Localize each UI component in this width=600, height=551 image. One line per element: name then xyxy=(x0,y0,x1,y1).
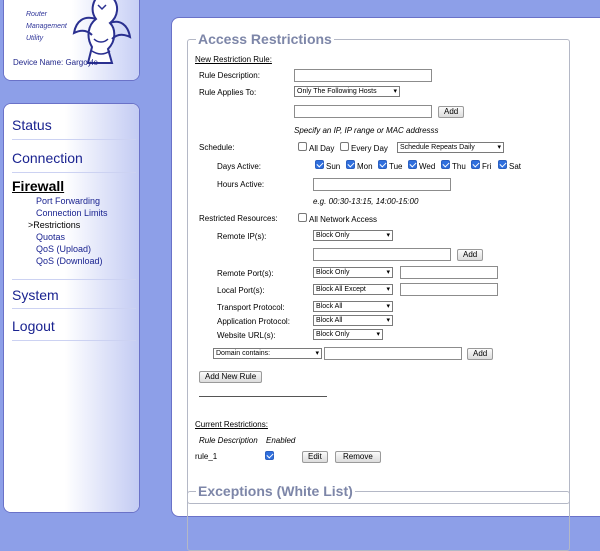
applies-to-label: Rule Applies To: xyxy=(199,88,257,97)
nav-sub-qos-upload[interactable]: QoS (Upload) xyxy=(36,244,92,254)
application-select[interactable] xyxy=(313,315,393,326)
day-label: Wed xyxy=(419,162,436,171)
nav-item-status[interactable]: Status xyxy=(12,110,136,140)
rule-enabled-checkbox[interactable] xyxy=(265,451,274,460)
application-value: Block All xyxy=(316,317,343,324)
day-checkbox-thu[interactable] xyxy=(441,160,450,169)
nav-sub-qos-download[interactable]: QoS (Download) xyxy=(36,256,103,266)
domain-match-value: Domain contains: xyxy=(216,350,271,357)
day-label: Mon xyxy=(357,162,373,171)
all-day-checkbox[interactable] xyxy=(298,142,307,151)
nav-sub-restrictions[interactable] xyxy=(28,220,80,230)
add-host-button[interactable]: Add xyxy=(438,106,464,118)
day-label: Thu xyxy=(452,162,466,171)
remote-ports-input[interactable] xyxy=(400,266,498,279)
nav-item-logout[interactable]: Logout xyxy=(12,311,136,341)
website-label: Website URL(s): xyxy=(217,331,276,340)
remote-ips-value: Block Only xyxy=(316,232,350,239)
local-ports-input[interactable] xyxy=(400,283,498,296)
chevron-down-icon: ▾ xyxy=(386,317,390,324)
day-label: Fri xyxy=(482,162,492,171)
remove-rule-button[interactable]: Remove xyxy=(335,451,381,463)
main-panel xyxy=(171,17,600,517)
remote-ips-select[interactable] xyxy=(313,230,393,241)
chevron-down-icon: ▾ xyxy=(386,232,390,239)
local-ports-value: Block All Except xyxy=(316,286,366,293)
logo-subtitle-line: Router xyxy=(26,11,48,18)
application-label: Application Protocol: xyxy=(217,317,290,326)
chevron-down-icon: ▾ xyxy=(393,88,397,95)
exceptions-section xyxy=(187,483,570,551)
remote-ports-select[interactable] xyxy=(313,267,393,278)
day-checkbox-sun[interactable] xyxy=(315,160,324,169)
divider xyxy=(199,396,327,397)
schedule-repeat-select[interactable] xyxy=(397,142,504,153)
chevron-down-icon: ▾ xyxy=(497,144,501,151)
day-label: Tue xyxy=(389,162,403,171)
chevron-down-icon: ▾ xyxy=(386,303,390,310)
every-day-checkbox[interactable] xyxy=(340,142,349,151)
add-remote-ip-button[interactable]: Add xyxy=(457,249,483,261)
schedule-label: Schedule: xyxy=(199,143,235,152)
website-value: Block Only xyxy=(316,331,350,338)
website-select[interactable] xyxy=(313,329,383,340)
nav-sub-connection-limits[interactable]: Connection Limits xyxy=(36,208,108,218)
every-day-label: Every Day xyxy=(351,144,388,153)
restricted-resources-label: Restricted Resources: xyxy=(199,214,278,223)
applies-to-select[interactable] xyxy=(294,86,400,97)
add-domain-button[interactable]: Add xyxy=(467,348,493,360)
nav-item-connection[interactable]: Connection xyxy=(12,143,136,173)
transport-value: Block All xyxy=(316,303,343,310)
rule-description-label: Rule Description: xyxy=(199,71,260,80)
host-input[interactable] xyxy=(294,105,432,118)
domain-match-select[interactable] xyxy=(213,348,322,359)
rule-description-cell: rule_1 xyxy=(195,452,218,461)
remote-ips-input[interactable] xyxy=(313,248,451,261)
day-checkbox-wed[interactable] xyxy=(408,160,417,169)
edit-rule-button[interactable]: Edit xyxy=(302,451,328,463)
section-legend: Access Restrictions xyxy=(198,31,332,47)
sidebar-nav xyxy=(3,103,140,513)
remote-ips-label: Remote IP(s): xyxy=(217,232,267,241)
host-hint: Specify an IP, IP range or MAC addresss xyxy=(294,126,439,135)
chevron-down-icon: ▾ xyxy=(376,331,380,338)
remote-ports-value: Block Only xyxy=(316,269,350,276)
hours-hint: e.g. 00:30-13:15, 14:00-15:00 xyxy=(313,197,419,206)
logo-subtitle-line: Management xyxy=(26,23,67,30)
schedule-repeat-value: Schedule Repeats Daily xyxy=(400,144,475,151)
nav-sub-quotas[interactable]: Quotas xyxy=(36,232,66,242)
nav-sub-label: Restrictions xyxy=(33,220,81,230)
all-day-label: All Day xyxy=(309,144,335,153)
chevron-down-icon: ▾ xyxy=(315,350,319,357)
domain-input[interactable] xyxy=(324,347,462,360)
applies-to-value: Only The Following Hosts xyxy=(297,88,377,95)
column-header-description: Rule Description xyxy=(199,436,258,445)
logo-panel xyxy=(3,0,140,81)
hours-active-input[interactable] xyxy=(313,178,451,191)
current-restrictions-heading: Current Restrictions: xyxy=(195,420,268,429)
device-name: Device Name: Gargoyle xyxy=(13,58,98,67)
chevron-down-icon: ▾ xyxy=(386,286,390,293)
day-checkbox-mon[interactable] xyxy=(346,160,355,169)
day-checkbox-sat[interactable] xyxy=(498,160,507,169)
new-rule-heading: New Restriction Rule: xyxy=(195,55,272,64)
chevron-down-icon: ▾ xyxy=(386,269,390,276)
logo-subtitle-line: Utility xyxy=(26,35,44,42)
day-label: Sun xyxy=(326,162,341,171)
section-legend: Exceptions (White List) xyxy=(198,483,353,499)
day-label: Sat xyxy=(509,162,522,171)
days-active-label: Days Active: xyxy=(217,162,262,171)
transport-label: Transport Protocol: xyxy=(217,303,285,312)
current-page-marker: > xyxy=(28,220,34,230)
access-restrictions-section xyxy=(187,31,570,504)
column-header-enabled: Enabled xyxy=(266,436,296,445)
day-checkbox-fri[interactable] xyxy=(471,160,480,169)
all-network-access-label: All Network Access xyxy=(309,215,378,224)
remote-ports-label: Remote Port(s): xyxy=(217,269,274,278)
local-ports-select[interactable] xyxy=(313,284,393,295)
nav-sub-port-forwarding[interactable]: Port Forwarding xyxy=(36,196,101,206)
day-checkbox-tue[interactable] xyxy=(378,160,387,169)
hours-active-label: Hours Active: xyxy=(217,180,265,189)
local-ports-label: Local Port(s): xyxy=(217,286,265,295)
nav-item-system[interactable]: System xyxy=(12,279,136,309)
transport-select[interactable] xyxy=(313,301,393,312)
logo-subtitle xyxy=(26,9,67,45)
nav-item-firewall[interactable]: Firewall xyxy=(12,178,65,194)
rule-description-input[interactable] xyxy=(294,69,432,82)
add-new-rule-button[interactable]: Add New Rule xyxy=(199,371,262,383)
all-network-access-checkbox[interactable] xyxy=(298,213,307,222)
